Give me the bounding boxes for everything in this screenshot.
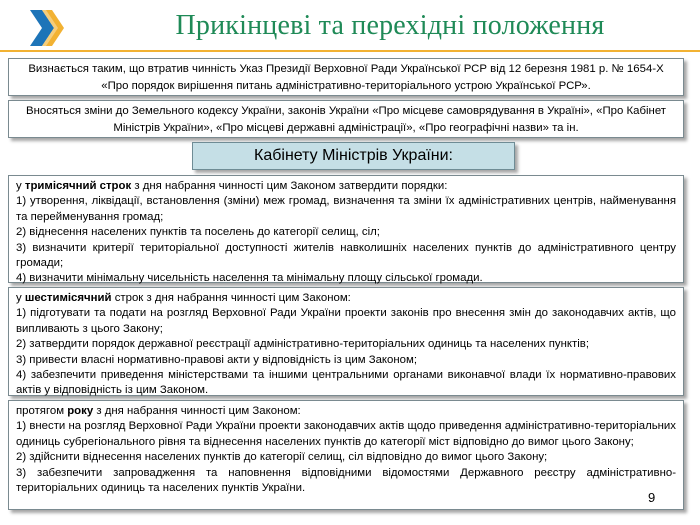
one-year-intro: протягом року з дня набрання чинності цим Законом: xyxy=(16,405,301,417)
amendments-text: Вносяться зміни до Земельного кодексу України, законів України «Про місцеве самоврядування в Україні», «Про Кабінет Міністрів України», «Про місцеві державні адміністрації», «Про географічні назви» та ін. xyxy=(26,105,666,134)
title-divider xyxy=(0,50,700,52)
one-year-tasks xyxy=(8,400,684,510)
list-item: 1) внести на розгляд Верховної Ради України проекти законодавчих актів щодо приведення адміністративно-територіальних одиниць субрегіонального рівня та віднесення населених пунктів до категорії міст відповідно до вимог цього Закону; xyxy=(16,420,676,448)
list-item: 1) утворення, ліквідації, встановлення (зміни) меж громад, визначення та зміни їх адміністративних центрів, найменування та перейменування громад; xyxy=(16,195,676,223)
six-month-term: шестимісячний xyxy=(24,292,112,304)
cabinet-header-text: Кабінету Міністрів України: xyxy=(254,147,453,164)
list-item: 4) визначити мінімальну чисельність населення та мінімальну площу сільської громади. xyxy=(16,272,483,285)
list-item: 3) забезпечити запровадження та наповнення відповідними відомостями Державного реєстру адміністративно-територіальних одиниць та населених пунктів України. xyxy=(16,466,676,495)
list-item: 2) віднесення населених пунктів та поселень до категорії селищ, сіл; xyxy=(16,226,380,239)
page-title: Прикінцеві та перехідні положення xyxy=(175,10,605,41)
list-item: 2) здійснити віднесення населених пунктів до категорії селищ, сіл відповідно до вимог цього Закону; xyxy=(16,451,548,464)
six-month-intro: у шестимісячний строк з дня набрання чинності цим Законом: xyxy=(16,292,351,304)
three-month-tasks xyxy=(8,175,684,283)
chevron-logo-icon xyxy=(28,8,68,48)
repeal-notice xyxy=(8,58,684,96)
six-month-tasks xyxy=(8,287,684,396)
list-item: 3) визначити критерії територіальної доступності жителів навколишніх населених пунктів до адміністративного центру громади; xyxy=(16,241,676,270)
one-year-term: року xyxy=(67,405,94,417)
list-item: 3) привести власні нормативно-правові акти у відповідність із цим Законом; xyxy=(16,353,418,366)
list-item: 1) підготувати та подати на розгляд Верховної Ради України проекти законів про внесення змін до законодавчих актів, що випливають з цього Закону; xyxy=(16,307,676,335)
list-item: 4) забезпечити приведення міністерствами та іншими центральними органами виконавчої влади їх нормативно-правових актів у відповідність із цим Законом. xyxy=(16,369,676,397)
list-item: 2) затвердити порядок державної реєстрації адміністративно-територіальних одиниць та населених пунктів; xyxy=(16,338,589,351)
amendments-notice xyxy=(8,100,684,138)
repeal-text: Визнається таким, що втратив чинність Указ Президії Верховної Ради Української РСР від 12 березня 1981 р. № 1654-X «Про порядок вирішення питань адміністративно-територіального устрою Української РСР». xyxy=(28,63,664,92)
slide-number: 9 xyxy=(648,490,656,505)
cabinet-header xyxy=(192,142,515,170)
three-month-term: тримісячний строк xyxy=(24,180,132,192)
three-month-intro: у тримісячний строк з дня набрання чинності цим Законом затвердити порядки: xyxy=(16,180,448,192)
